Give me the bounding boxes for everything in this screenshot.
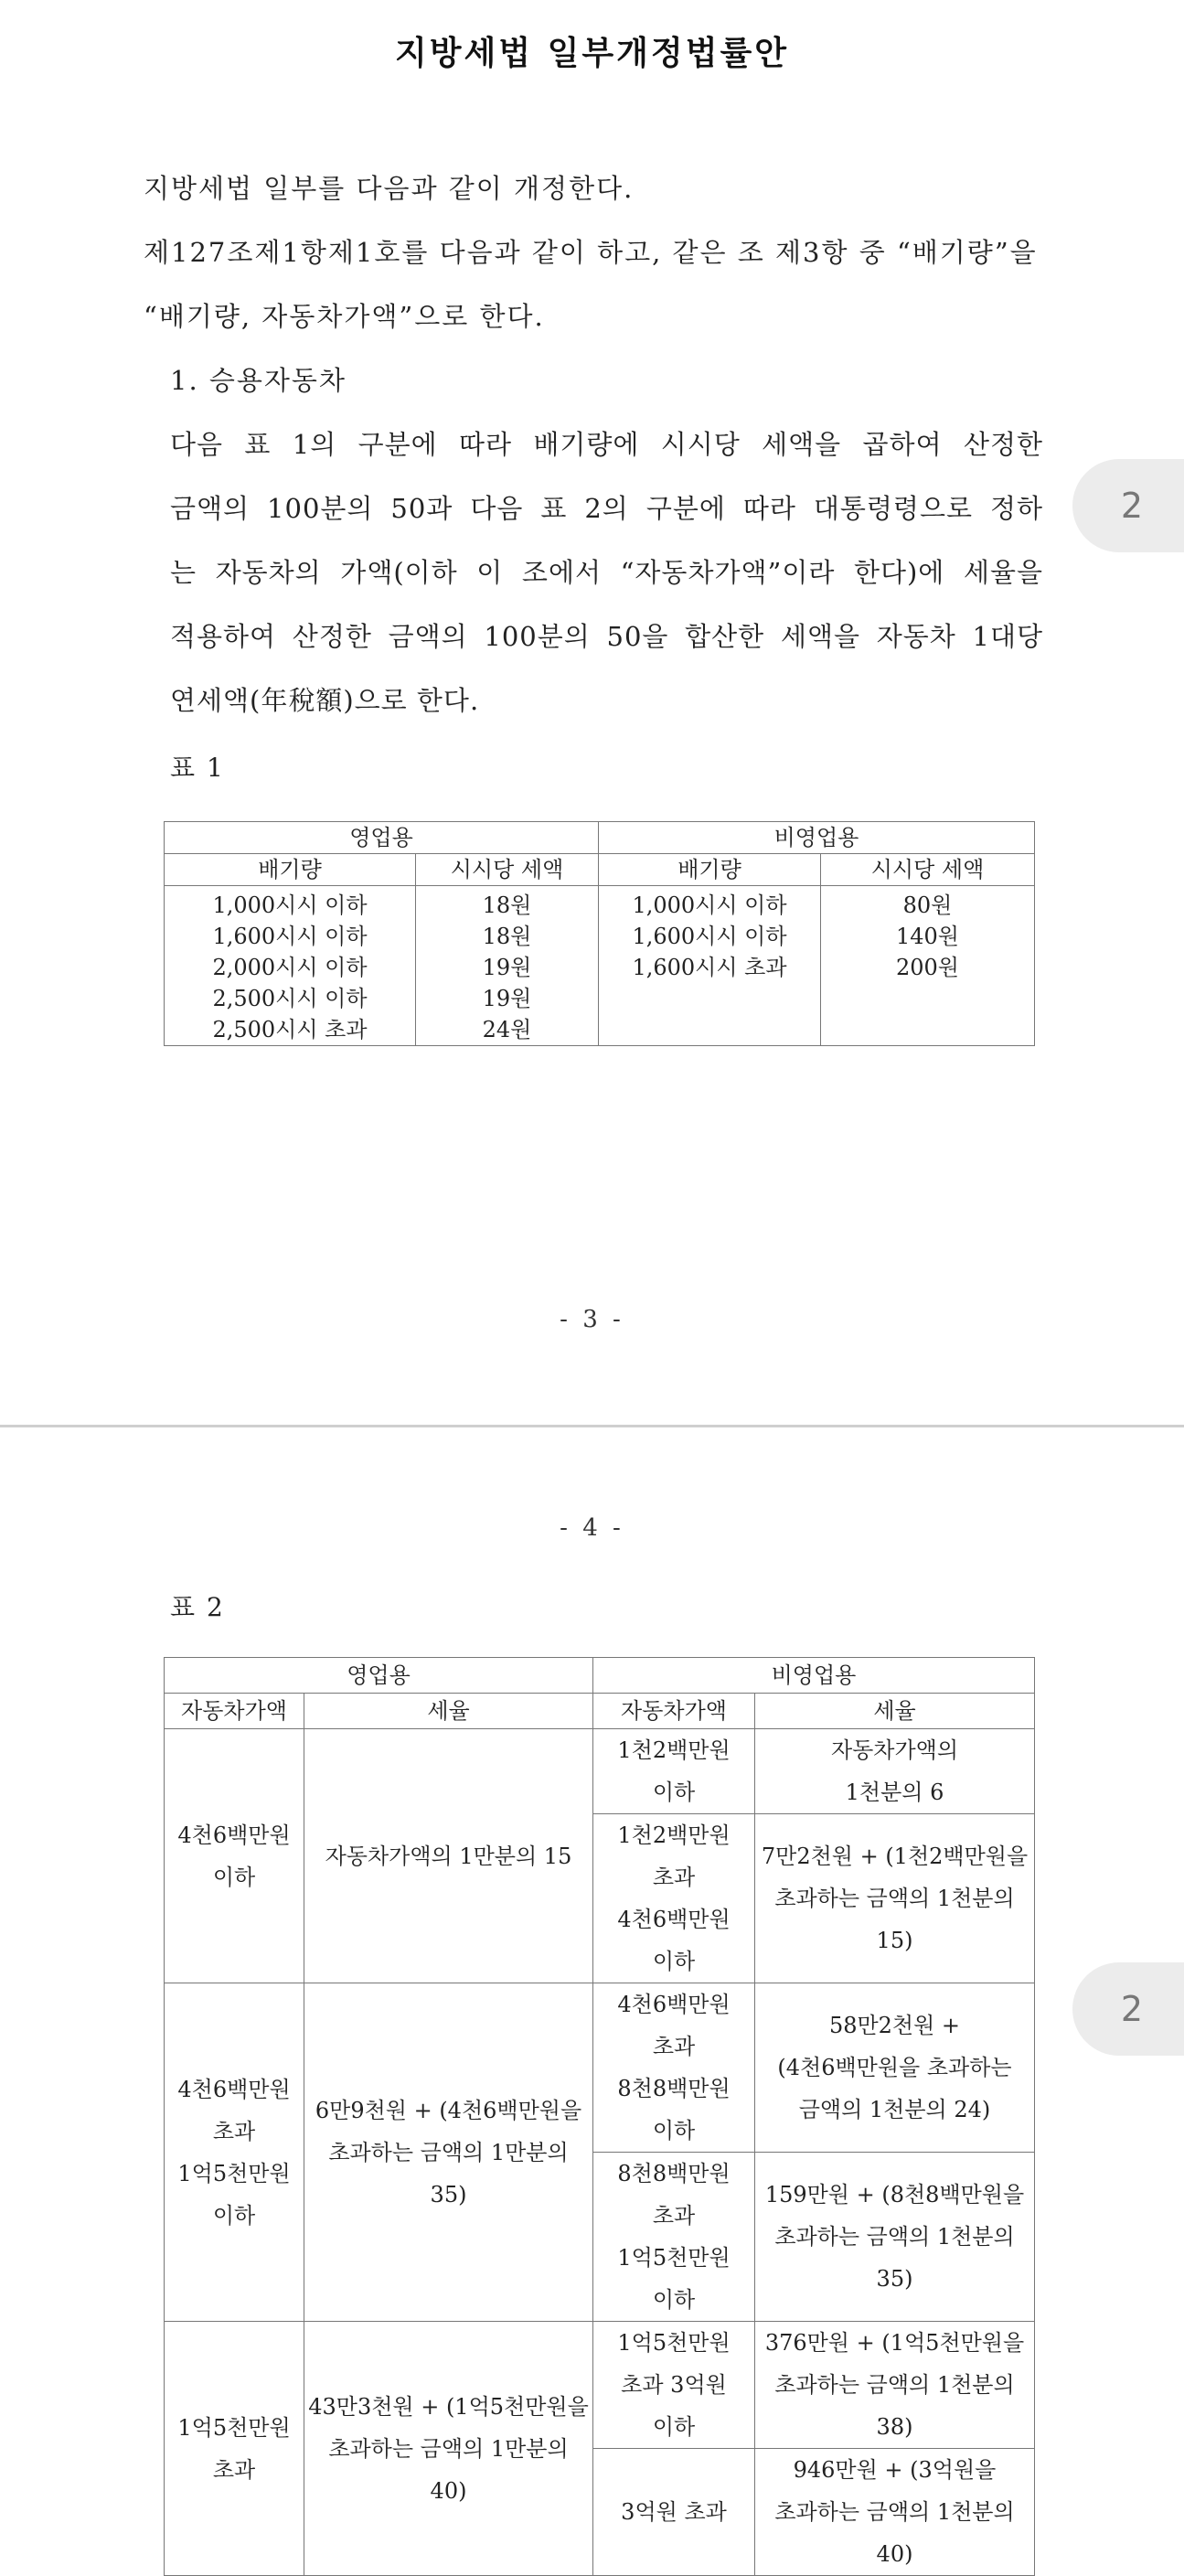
table2-nonbusiness-rate-cell — [755, 2449, 1035, 2576]
table1-business-tax-cell — [416, 886, 599, 1046]
intro-line-3: “배기량, 자동차가액”으로 한다. — [144, 301, 545, 332]
table2-nonbusiness-value-cell — [593, 2322, 755, 2449]
table2-col-value: 자동차가액 — [593, 1694, 755, 1729]
table1-cell-line: 18원 — [482, 893, 532, 918]
intro-line-2: 제127조제1항제1호를 다음과 같이 하고, 같은 조 제3항 중 “배기량”을 — [144, 237, 1038, 268]
table1-business-header: 영업용 — [165, 822, 599, 854]
table1-col-displacement: 배기량 — [165, 854, 416, 886]
table2-cell-line: 946만원 + (3억원을 — [793, 2457, 997, 2483]
table2-cell-line: 1천2백만원 — [617, 1737, 731, 1763]
table2-cell-line: 초과하는 금액의 1천분의 — [774, 2499, 1015, 2525]
table2-business-rate-cell — [304, 1729, 593, 1983]
table2-cell-line: 40) — [876, 2541, 913, 2567]
page-divider — [0, 1425, 1184, 1427]
table2-cell-line: 이하 — [652, 2287, 696, 2313]
table2-cell-line: 이하 — [652, 2414, 696, 2440]
table2-cell-line: 1억5천만원 — [177, 2160, 291, 2186]
table2-nonbusiness-rate-cell — [755, 1729, 1035, 1814]
table2-nonbusiness-value-cell — [593, 2153, 755, 2322]
table2-row — [165, 2322, 1035, 2449]
table2-nonbusiness-rate-cell — [755, 1814, 1035, 1983]
table2-group-header-row — [165, 1658, 1035, 1694]
table2-nonbusiness-rate-cell — [755, 2322, 1035, 2449]
table2-cell-line: (4천6백만원을 초과하는 — [777, 2055, 1012, 2080]
table2-cell-line: 초과 — [212, 2118, 256, 2144]
body-line-1: 다음 표 1의 구분에 따라 배기량에 시시당 세액을 곱하여 산정한 — [170, 429, 1043, 460]
table2-cell-line: 초과하는 금액의 1만분의 — [328, 2139, 569, 2165]
page-indicator-badge[interactable]: 2 — [1072, 1962, 1184, 2056]
table2-cell-line: 58만2천원 + — [828, 2013, 961, 2038]
table2-business-rate-cell — [304, 2322, 593, 2576]
table2-business-rate-cell — [304, 1983, 593, 2322]
intro-line-1: 지방세법 일부를 다음과 같이 개정한다. — [144, 173, 635, 204]
document-title: 지방세법 일부개정법률안 — [394, 34, 790, 72]
table2-cell-line: 자동차가액의 1만분의 15 — [325, 1843, 572, 1869]
body-line-2: 금액의 100분의 50과 다음 표 2의 구분에 따라 대통령령으로 정하 — [170, 493, 1043, 524]
table2-cell-line: 초과 3억원 — [621, 2372, 727, 2398]
table2-business-value-cell — [165, 1729, 304, 1983]
table2-cell-line: 자동차가액의 — [830, 1737, 959, 1763]
table2-cell-line: 초과 — [652, 2203, 696, 2229]
table2-cell-line: 1천2백만원 — [617, 1822, 731, 1848]
table1-cell-line: 2,500시시 이하 — [212, 986, 368, 1011]
table1-group-header-row — [165, 822, 1035, 854]
table1-cell-line: 80원 — [902, 893, 953, 918]
table1-cell-line: 2,500시시 초과 — [212, 1017, 368, 1042]
table2-cell-line: 40) — [430, 2477, 467, 2504]
table1-nonbusiness-displacement-cell — [599, 886, 821, 1046]
table1-cell-line: 1,600시시 이하 — [212, 924, 368, 949]
body-line-5: 연세액(年稅額)으로 한다. — [170, 685, 480, 716]
table1-cell-line: 24원 — [482, 1017, 532, 1042]
table1-col-displacement: 배기량 — [599, 854, 821, 886]
table2-cell-line: 35) — [876, 2266, 913, 2292]
table2-cell-line: 초과하는 금액의 1천분의 — [774, 2372, 1015, 2398]
table2-cell-line: 159만원 + (8천8백만원을 — [764, 2182, 1025, 2207]
table2-cell-line: 1억5천만원 — [617, 2330, 731, 2356]
table1-label: 표 1 — [170, 753, 225, 783]
table2-cell-line: 초과 — [652, 2034, 696, 2059]
table2-cell-line: 초과 — [652, 1865, 696, 1890]
table2-cell-line: 15) — [876, 1928, 913, 1953]
table1-data-row — [165, 886, 1035, 1046]
table1-column-header-row — [165, 854, 1035, 886]
table2-cell-line: 35) — [430, 2181, 467, 2207]
table1-cell-line: 2,000시시 이하 — [212, 955, 368, 980]
table2-cell-line: 8천8백만원 — [617, 2076, 731, 2101]
table2-nonbusiness-rate-cell — [755, 2153, 1035, 2322]
table2-cell-line: 8천8백만원 — [617, 2161, 731, 2186]
table2-cell-line: 43만3천원 + (1억5천만원을 — [308, 2393, 589, 2420]
table2-col-rate: 세율 — [755, 1694, 1035, 1729]
table2-nonbusiness-value-cell — [593, 2449, 755, 2576]
table1-cell-line: 1,000시시 이하 — [632, 893, 787, 918]
table2-cell-line: 초과 — [212, 2456, 256, 2483]
table2-nonbusiness-value-cell — [593, 1729, 755, 1814]
table1-cell-line: 18원 — [482, 924, 532, 949]
page-indicator-badge[interactable]: 2 — [1072, 459, 1184, 552]
table2-nonbusiness-header: 비영업용 — [593, 1658, 1035, 1694]
table2-col-value: 자동차가액 — [165, 1694, 304, 1729]
table1-nonbusiness-tax-cell — [821, 886, 1035, 1046]
table1-cell-line: 19원 — [482, 955, 532, 980]
table2-col-rate: 세율 — [304, 1694, 593, 1729]
table2-cell-line: 4천6백만원 — [177, 1822, 291, 1848]
table2-cell-line: 3억원 초과 — [621, 2499, 727, 2525]
table2-cell-line: 이하 — [652, 1949, 696, 1974]
table-2 — [164, 1657, 1035, 2576]
table2-cell-line: 38) — [876, 2414, 913, 2440]
table1-cell-line: 1,000시시 이하 — [212, 893, 368, 918]
table1-col-tax: 시시당 세액 — [821, 854, 1035, 886]
table2-cell-line: 금액의 1천분의 24) — [798, 2097, 991, 2122]
table2-cell-line: 4천6백만원 — [617, 1992, 731, 2017]
table2-cell-line: 1억5천만원 — [617, 2245, 731, 2271]
table2-column-header-row — [165, 1694, 1035, 1729]
table2-business-value-cell — [165, 2322, 304, 2576]
table-1 — [164, 821, 1035, 1046]
page-number-4: - 4 - — [560, 1514, 624, 1542]
table2-row — [165, 1983, 1035, 2153]
table1-cell-line: 1,600시시 초과 — [632, 955, 787, 980]
table2-cell-line: 초과하는 금액의 1천분의 — [774, 2224, 1015, 2250]
table2-cell-line: 1천분의 6 — [845, 1780, 944, 1805]
table2-cell-line: 4천6백만원 — [617, 1907, 731, 1932]
table1-cell-line: 200원 — [896, 955, 959, 980]
table2-business-header: 영업용 — [165, 1658, 593, 1694]
table2-cell-line: 7만2천원 + (1천2백만원을 — [761, 1844, 1029, 1869]
table2-cell-line: 초과하는 금액의 1천분의 — [774, 1886, 1015, 1911]
table1-nonbusiness-header: 비영업용 — [599, 822, 1035, 854]
table2-cell-line: 4천6백만원 — [177, 2076, 291, 2102]
table1-cell-line: 140원 — [896, 924, 959, 949]
table1-cell-line: 19원 — [482, 986, 532, 1011]
table1-col-tax: 시시당 세액 — [416, 854, 599, 886]
table2-business-value-cell — [165, 1983, 304, 2322]
table2-row — [165, 1729, 1035, 1814]
table2-label: 표 2 — [170, 1592, 225, 1622]
table2-cell-line: 1억5천만원 — [177, 2414, 291, 2441]
page-number-3: - 3 - — [560, 1306, 624, 1333]
table1-cell-line: 1,600시시 이하 — [632, 924, 787, 949]
body-line-4: 적용하여 산정한 금액의 100분의 50을 합산한 세액을 자동차 1대당 — [170, 621, 1043, 652]
table2-cell-line: 초과하는 금액의 1만분의 — [328, 2435, 569, 2462]
table2-cell-line: 이하 — [212, 2202, 256, 2229]
table1-business-displacement-cell — [165, 886, 416, 1046]
table2-cell-line: 376만원 + (1억5천만원을 — [764, 2330, 1025, 2356]
table2-cell-line: 이하 — [212, 1864, 256, 1890]
table2-nonbusiness-value-cell — [593, 1814, 755, 1983]
table2-cell-line: 이하 — [652, 2118, 696, 2143]
table2-cell-line: 이하 — [652, 1780, 696, 1805]
item-heading: 1. 승용자동차 — [170, 365, 347, 396]
table2-nonbusiness-rate-cell — [755, 1983, 1035, 2153]
table2-cell-line: 6만9천원 + (4천6백만원을 — [315, 2097, 582, 2123]
table2-nonbusiness-value-cell — [593, 1983, 755, 2153]
body-line-3: 는 자동차의 가액(이하 이 조에서 “자동차가액”이라 한다)에 세율을 — [170, 557, 1043, 588]
